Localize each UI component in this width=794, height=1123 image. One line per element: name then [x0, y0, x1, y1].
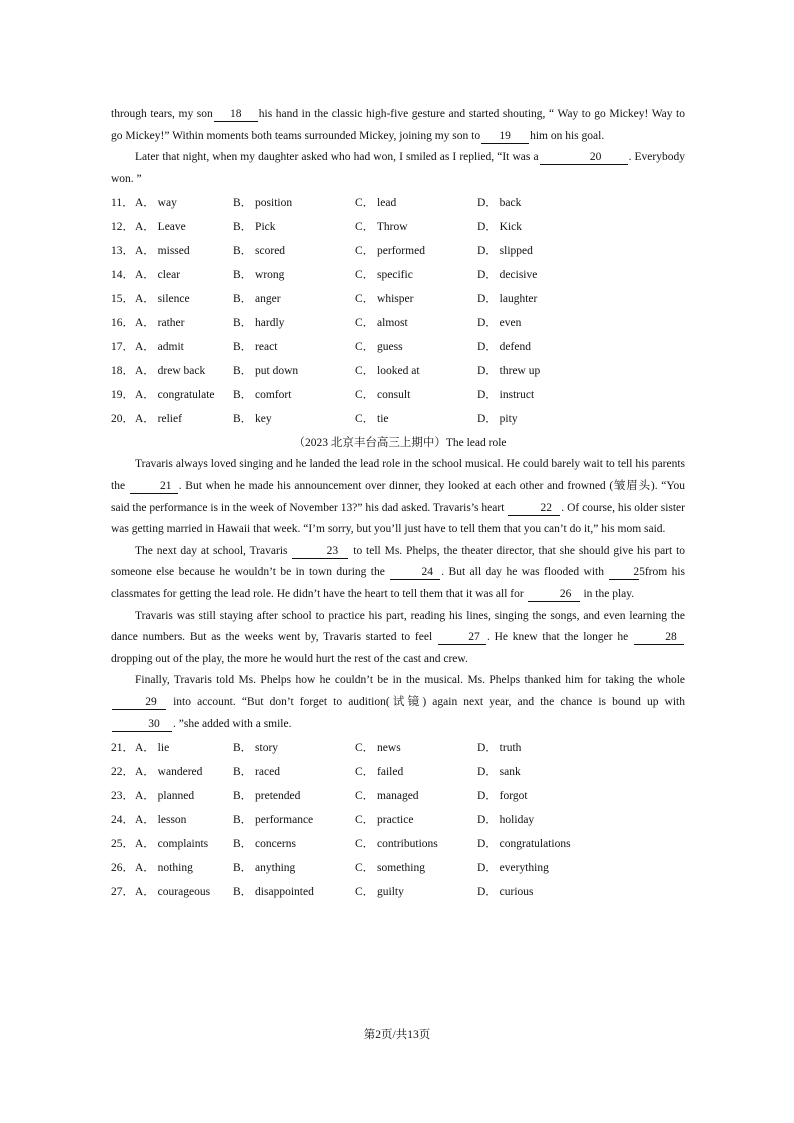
option-row-23: [111, 783, 685, 807]
text: in the play.: [583, 587, 635, 600]
option-b: B． put down: [233, 365, 299, 378]
option-a: A． lesson: [135, 814, 187, 827]
option-row-26: [111, 855, 685, 879]
blank-18: 18: [214, 107, 258, 122]
option-c: C． looked at: [355, 365, 420, 378]
section-title: （2023 北京丰台高三上期中）The lead role: [293, 437, 507, 450]
option-d: D． defend: [477, 341, 531, 354]
option-a: A． admit: [135, 341, 184, 354]
option-a: A． wandered: [135, 766, 203, 779]
option-a: A． complaints: [135, 838, 209, 851]
option-c: C． lead: [355, 197, 397, 210]
option-c: C． failed: [355, 766, 404, 779]
option-c: C． guess: [355, 341, 403, 354]
page-footer: 第2页/共13页: [363, 1029, 431, 1041]
option-d: D． forgot: [477, 790, 528, 803]
blank-25: 25: [609, 565, 639, 580]
option-b: B． anger: [233, 293, 281, 306]
text: . He knew that the longer he: [486, 631, 629, 644]
document-page: [111, 104, 685, 903]
passage1-paragraph-2: [111, 147, 685, 190]
text: The next day at school, Travaris: [135, 544, 288, 557]
question-number: 18．: [111, 365, 134, 378]
text: Later that night, when my daughter asked who had won, I smiled as I replied, “It was a: [135, 151, 539, 164]
blank-26: 26: [528, 587, 580, 602]
question-number: 12．: [111, 221, 134, 234]
option-b: B． raced: [233, 766, 280, 779]
option-row-22: [111, 759, 685, 783]
options-list-1: [111, 190, 685, 430]
option-d: D． even: [477, 317, 522, 330]
option-row-14: [111, 262, 685, 286]
option-c: C． news: [355, 742, 401, 755]
blank-22: 22: [508, 501, 560, 516]
option-c: C． performed: [355, 245, 425, 258]
option-c: C． practice: [355, 814, 414, 827]
option-b: B． key: [233, 413, 272, 426]
question-number: 15．: [111, 293, 134, 306]
blank-24: 24: [390, 565, 440, 580]
text: him on his goal.: [530, 129, 605, 142]
option-d: D． instruct: [477, 389, 535, 402]
options-list-2: [111, 735, 685, 903]
option-c: C． guilty: [355, 886, 404, 899]
option-row-20: [111, 406, 685, 430]
option-d: D． congratulations: [477, 838, 571, 851]
option-row-25: [111, 831, 685, 855]
text: . But when he made his announcement over dinner, they looked at each other and frowned (皱眉头). “You said the performance is in the week of November 13?” his dad asked. Travaris’s heart: [111, 479, 685, 514]
option-d: D． Kick: [477, 221, 523, 234]
option-row-15: [111, 286, 685, 310]
option-row-13: [111, 238, 685, 262]
blank-19: 19: [481, 129, 529, 144]
text: dropping out of the play, the more he would hurt the rest of the cast and crew.: [111, 652, 468, 665]
option-d: D． everything: [477, 862, 549, 875]
option-row-19: [111, 382, 685, 406]
option-b: B． comfort: [233, 389, 292, 402]
option-b: B． performance: [233, 814, 314, 827]
option-d: D． back: [477, 197, 522, 210]
question-number: 20．: [111, 413, 134, 426]
option-b: B． story: [233, 742, 279, 755]
passage1-paragraph-1: [111, 104, 685, 147]
option-a: A． planned: [135, 790, 195, 803]
option-c: C． managed: [355, 790, 419, 803]
question-number: 22．: [111, 766, 134, 779]
text: . Everybody won. ”: [111, 151, 685, 185]
option-b: B． concerns: [233, 838, 296, 851]
text: Travaris was still staying after school to practice his part, reading his lines, singing the songs, and even learning the dance numbers. But as the weeks went by, Travaris started to feel: [111, 609, 685, 644]
text: into account. “But don’t forget to audition(试镜) again next year, and the chance is bound up with: [173, 695, 686, 708]
blank-28: 28: [634, 630, 684, 645]
option-a: A． lie: [135, 742, 170, 755]
blank-30: 30: [112, 717, 172, 732]
option-row-11: [111, 190, 685, 214]
question-number: 14．: [111, 269, 134, 282]
option-b: B． react: [233, 341, 278, 354]
option-row-17: [111, 334, 685, 358]
option-c: C． something: [355, 862, 425, 875]
option-row-18: [111, 358, 685, 382]
option-b: B． disappointed: [233, 886, 314, 899]
option-d: D． laughter: [477, 293, 538, 306]
option-c: C． specific: [355, 269, 413, 282]
text: Travaris always loved singing and he landed the lead role in the school musical. He could barely wait to tell his parents the: [111, 458, 685, 492]
option-b: B． Pick: [233, 221, 276, 234]
option-a: A． rather: [135, 317, 185, 330]
option-c: C． consult: [355, 389, 411, 402]
option-row-24: [111, 807, 685, 831]
text: his hand in the classic high-five gesture and started shouting, “ Way to go Mickey! Way to go Mickey!” Within moments both teams surrounded Mickey, joining my son to: [111, 108, 686, 142]
question-number: 23．: [111, 790, 134, 803]
option-d: D． slipped: [477, 245, 533, 258]
option-b: B． wrong: [233, 269, 285, 282]
option-d: D． decisive: [477, 269, 538, 282]
passage2-paragraph-1: [111, 454, 685, 540]
text: from his classmates for getting the lead role. He didn’t have the heart to tell them that it was all for: [111, 566, 685, 600]
option-a: A． missed: [135, 245, 190, 258]
option-b: B． position: [233, 197, 293, 210]
option-a: A． drew back: [135, 365, 206, 378]
text: . Of course, his older sister was getting married in Hawaii that week. “I’m sorry, but you’ll just have to tell them that you can’t do it,” his mom said.: [111, 501, 685, 536]
text: Finally, Travaris told Ms. Phelps how he couldn’t be in the musical. Ms. Phelps thanked him for taking the whole: [135, 674, 685, 687]
blank-20: 20: [540, 150, 628, 165]
option-d: D． truth: [477, 742, 522, 755]
option-a: A． nothing: [135, 862, 193, 875]
option-a: A． clear: [135, 269, 181, 282]
question-number: 13．: [111, 245, 134, 258]
blank-21: 21: [130, 479, 178, 494]
text: . ”she added with a smile.: [173, 717, 292, 730]
option-b: B． hardly: [233, 317, 285, 330]
option-row-21: [111, 735, 685, 759]
option-a: A． Leave: [135, 221, 186, 234]
blank-29: 29: [112, 695, 166, 710]
question-number: 27．: [111, 886, 134, 899]
question-number: 25．: [111, 838, 134, 851]
option-d: D． curious: [477, 886, 534, 899]
blank-23: 23: [292, 544, 348, 559]
option-c: C． contributions: [355, 838, 438, 851]
passage2-paragraph-3: [111, 606, 685, 671]
question-number: 19．: [111, 389, 134, 402]
question-number: 11．: [111, 197, 134, 210]
option-row-27: [111, 879, 685, 903]
option-c: C． tie: [355, 413, 389, 426]
option-a: A． courageous: [135, 886, 211, 899]
option-d: D． holiday: [477, 814, 535, 827]
text: . But all day he was flooded with: [441, 566, 604, 579]
question-number: 17．: [111, 341, 134, 354]
option-a: A． relief: [135, 413, 182, 426]
option-d: D． threw up: [477, 365, 541, 378]
option-d: D． pity: [477, 413, 518, 426]
passage2-paragraph-4: [111, 670, 685, 735]
passage2-paragraph-2: [111, 541, 685, 606]
option-c: C． whisper: [355, 293, 414, 306]
question-number: 16．: [111, 317, 134, 330]
text: to tell Ms. Phelps, the theater director, that she should give his part to someone else because he wouldn’t be in town during the: [111, 544, 686, 579]
option-d: D． sank: [477, 766, 521, 779]
blank-27: 27: [438, 630, 486, 645]
option-c: C． Throw: [355, 221, 408, 234]
option-row-16: [111, 310, 685, 334]
text: through tears, my son: [111, 108, 213, 120]
question-number: 26．: [111, 862, 134, 875]
option-b: B． anything: [233, 862, 296, 875]
option-b: B． scored: [233, 245, 286, 258]
option-row-12: [111, 214, 685, 238]
option-a: A． congratulate: [135, 389, 215, 402]
question-number: 21．: [111, 742, 134, 755]
option-c: C． almost: [355, 317, 408, 330]
option-a: A． silence: [135, 293, 190, 306]
option-b: B． pretended: [233, 790, 301, 803]
option-a: A． way: [135, 197, 177, 210]
question-number: 24．: [111, 814, 134, 827]
